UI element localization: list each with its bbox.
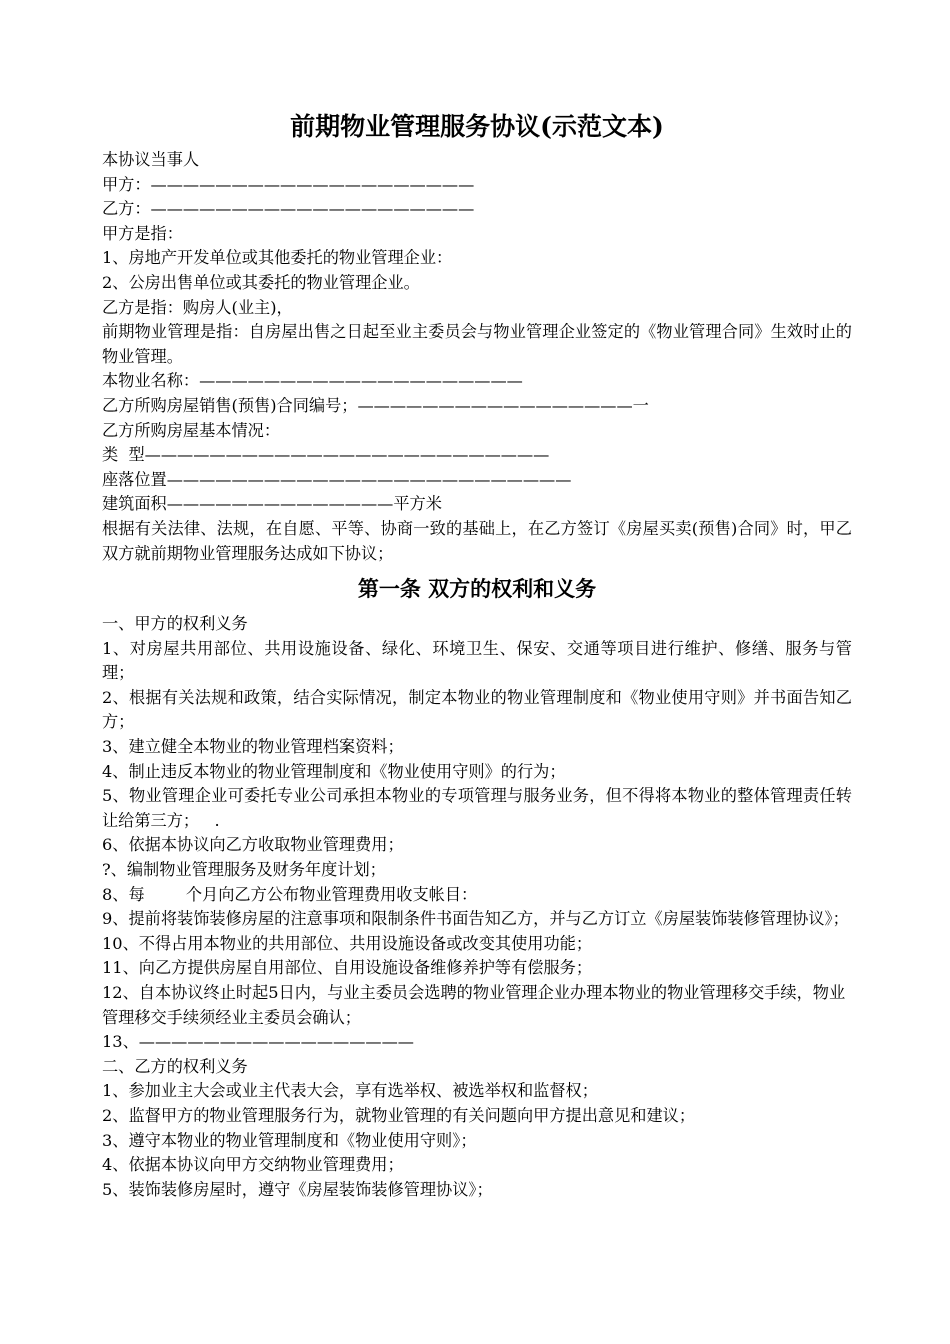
party-a-field: 甲方：———————————————————— bbox=[102, 174, 475, 194]
party-b-definition: 乙方是指：购房人(业主)， bbox=[102, 297, 293, 317]
list-item: 10、不得占用本物业的共用部位、共用设施设备或改变其使用功能； bbox=[102, 933, 593, 953]
list-item: 9、提前将装饰装修房屋的注意事项和限制条件书面告知乙方，并与乙方订立《房屋装饰装修管理协议》； bbox=[102, 909, 849, 929]
agreement-basis: 根据有关法律、法规，在自愿、平等、协商一致的基础上，在乙方签订《房屋买卖(预售)合同》时，甲乙双方就前期物业管理服务达成如下协议； bbox=[102, 518, 852, 563]
party-a-rights-heading: 一、甲方的权利义务 bbox=[102, 614, 248, 634]
party-a-item-2: 2、公房出售单位或其委托的物业管理企业。 bbox=[102, 272, 420, 292]
list-item: 8、每 个月向乙方公布物业管理费用收支帐目： bbox=[102, 884, 478, 904]
preamble-parties: 本协议当事人 bbox=[102, 150, 200, 169]
list-item: 2、根据有关法规和政策，结合实际情况，制定本物业的物业管理制度和《物业使用守则》并书面告知乙方； bbox=[102, 687, 852, 732]
list-item: 4、制止违反本物业的物业管理制度和《物业使用守则》的行为； bbox=[102, 761, 566, 781]
party-a-item-1: 1、房地产开发单位或其他委托的物业管理企业： bbox=[102, 248, 453, 268]
document-page bbox=[102, 110, 852, 1202]
house-info-heading: 乙方所购房屋基本情况： bbox=[102, 420, 281, 440]
party-b-rights-heading: 二、乙方的权利义务 bbox=[102, 1056, 248, 1076]
list-item: 4、依据本协议向甲方交纳物业管理费用； bbox=[102, 1155, 404, 1175]
property-name-field: 本物业名称：———————————————————— bbox=[102, 371, 523, 391]
contract-number-field: 乙方所购房屋销售(预售)合同编号；—————————————————一 bbox=[102, 395, 649, 415]
list-item: 13、————————————————— bbox=[102, 1032, 414, 1052]
house-area-field: 建筑面积——————————————平方米 bbox=[102, 494, 442, 514]
list-item: 12、自本协议终止时起5日内，与业主委员会选聘的物业管理企业办理本物业的物业管理移交手续，物业管理移交手续须经业主委员会确认； bbox=[102, 983, 846, 1027]
list-item: 3、遵守本物业的物业管理制度和《物业使用守则》； bbox=[102, 1130, 477, 1150]
preliminary-management-definition: 前期物业管理是指：自房屋出售之日起至业主委员会与物业管理企业签定的《物业管理合同》生效时止的物业管理。 bbox=[102, 322, 852, 366]
list-item: 2、监督甲方的物业管理服务行为，就物业管理的有关问题向甲方提出意见和建议； bbox=[102, 1105, 696, 1125]
preamble-section bbox=[102, 148, 852, 566]
list-item: 1、对房屋共用部位、共用设施设备、绿化、环境卫生、保安、交通等项目进行维护、修缮、服务与管理； bbox=[102, 638, 852, 683]
list-item: 5、装饰装修房屋时，遵守《房屋装饰装修管理协议》； bbox=[102, 1179, 493, 1199]
article-1-body bbox=[102, 612, 852, 1202]
list-item: 11、向乙方提供房屋自用部位、自用设施设备维修养护等有偿服务； bbox=[102, 958, 593, 978]
list-item: ?、编制物业管理服务及财务年度计划； bbox=[102, 860, 386, 880]
house-location-field: 座落位置————————————————————————— bbox=[102, 469, 572, 489]
list-item: 5、物业管理企业可委托专业公司承担本物业的专项管理与服务业务，但不得将本物业的整体管理责任转让给第三方； . bbox=[102, 786, 852, 830]
party-a-definition: 甲方是指： bbox=[102, 223, 183, 243]
house-type-field: 类 型————————————————————————— bbox=[102, 445, 550, 465]
party-b-field: 乙方：———————————————————— bbox=[102, 199, 475, 219]
list-item: 1、参加业主大会或业主代表大会，享有选举权、被选举权和监督权； bbox=[102, 1081, 598, 1101]
document-title: 前期物业管理服务协议(示范文本) bbox=[290, 112, 664, 141]
article-1-title: 第一条 双方的权利和义务 bbox=[357, 576, 597, 602]
list-item: 6、依据本协议向乙方收取物业管理费用； bbox=[102, 835, 404, 855]
list-item: 3、建立健全本物业的物业管理档案资料； bbox=[102, 737, 404, 757]
